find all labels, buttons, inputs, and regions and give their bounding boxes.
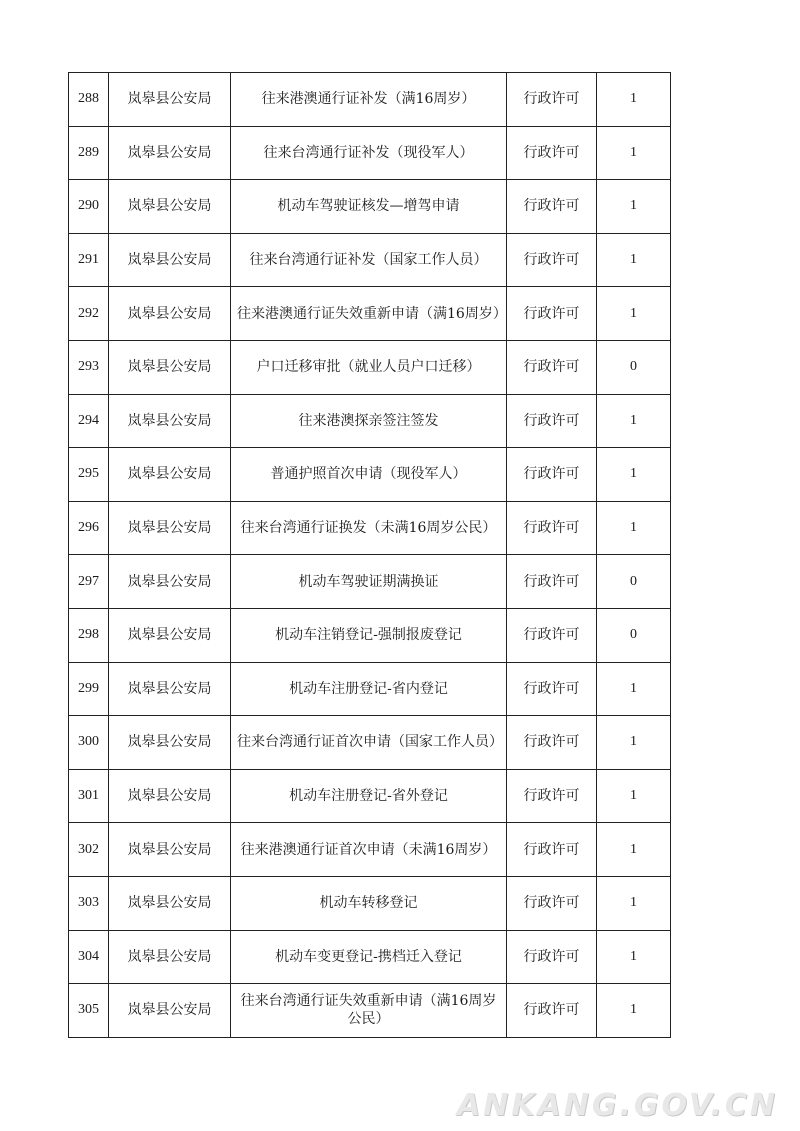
department: 岚皋县公安局 <box>109 340 231 394</box>
department: 岚皋县公安局 <box>109 984 231 1038</box>
department: 岚皋县公安局 <box>109 501 231 555</box>
count: 1 <box>597 501 671 555</box>
department: 岚皋县公安局 <box>109 662 231 716</box>
service-type: 行政许可 <box>507 555 597 609</box>
row-number: 300 <box>69 716 109 770</box>
count: 1 <box>597 394 671 448</box>
count: 1 <box>597 126 671 180</box>
service-item: 机动车注册登记-省外登记 <box>231 769 507 823</box>
count: 1 <box>597 287 671 341</box>
count: 1 <box>597 716 671 770</box>
row-number: 289 <box>69 126 109 180</box>
department: 岚皋县公安局 <box>109 716 231 770</box>
service-type: 行政许可 <box>507 876 597 930</box>
count: 1 <box>597 180 671 234</box>
service-item: 往来台湾通行证换发（未满16周岁公民） <box>231 501 507 555</box>
table-row <box>69 287 671 341</box>
table-row <box>69 769 671 823</box>
site-watermark: ANKANG.GOV.CN <box>456 1088 778 1123</box>
table-row <box>69 716 671 770</box>
count: 1 <box>597 662 671 716</box>
service-item: 机动车注册登记-省内登记 <box>231 662 507 716</box>
count: 0 <box>597 608 671 662</box>
table-row <box>69 823 671 877</box>
row-number: 296 <box>69 501 109 555</box>
service-item: 往来台湾通行证失效重新申请（满16周岁公民） <box>231 984 507 1038</box>
table-row <box>69 984 671 1038</box>
table-row <box>69 662 671 716</box>
service-type: 行政许可 <box>507 126 597 180</box>
row-number: 294 <box>69 394 109 448</box>
department: 岚皋县公安局 <box>109 823 231 877</box>
service-item: 往来港澳探亲签注签发 <box>231 394 507 448</box>
row-number: 288 <box>69 73 109 127</box>
permit-table <box>68 72 671 1038</box>
service-item: 户口迁移审批（就业人员户口迁移） <box>231 340 507 394</box>
service-type: 行政许可 <box>507 823 597 877</box>
service-item: 往来台湾通行证补发（国家工作人员） <box>231 233 507 287</box>
table-row <box>69 394 671 448</box>
service-type: 行政许可 <box>507 73 597 127</box>
table-row <box>69 501 671 555</box>
row-number: 302 <box>69 823 109 877</box>
row-number: 301 <box>69 769 109 823</box>
service-item: 往来台湾通行证补发（现役军人） <box>231 126 507 180</box>
permit-table-body <box>69 73 671 1038</box>
service-item: 普通护照首次申请（现役军人） <box>231 448 507 502</box>
count: 0 <box>597 555 671 609</box>
row-number: 303 <box>69 876 109 930</box>
service-item: 往来港澳通行证失效重新申请（满16周岁） <box>231 287 507 341</box>
table-row <box>69 930 671 984</box>
table-row <box>69 233 671 287</box>
department: 岚皋县公安局 <box>109 287 231 341</box>
department: 岚皋县公安局 <box>109 876 231 930</box>
service-item: 往来台湾通行证首次申请（国家工作人员） <box>231 716 507 770</box>
department: 岚皋县公安局 <box>109 448 231 502</box>
service-type: 行政许可 <box>507 233 597 287</box>
table-row <box>69 180 671 234</box>
row-number: 305 <box>69 984 109 1038</box>
count: 1 <box>597 876 671 930</box>
row-number: 304 <box>69 930 109 984</box>
row-number: 299 <box>69 662 109 716</box>
department: 岚皋县公安局 <box>109 769 231 823</box>
department: 岚皋县公安局 <box>109 73 231 127</box>
count: 1 <box>597 233 671 287</box>
table-row <box>69 876 671 930</box>
service-item: 机动车驾驶证核发—增驾申请 <box>231 180 507 234</box>
count: 1 <box>597 448 671 502</box>
row-number: 293 <box>69 340 109 394</box>
service-type: 行政许可 <box>507 769 597 823</box>
row-number: 290 <box>69 180 109 234</box>
service-type: 行政许可 <box>507 448 597 502</box>
department: 岚皋县公安局 <box>109 555 231 609</box>
row-number: 291 <box>69 233 109 287</box>
table-row <box>69 340 671 394</box>
department: 岚皋县公安局 <box>109 180 231 234</box>
department: 岚皋县公安局 <box>109 126 231 180</box>
service-type: 行政许可 <box>507 716 597 770</box>
service-item: 往来港澳通行证补发（满16周岁） <box>231 73 507 127</box>
service-type: 行政许可 <box>507 180 597 234</box>
table-row <box>69 555 671 609</box>
service-type: 行政许可 <box>507 608 597 662</box>
count: 1 <box>597 930 671 984</box>
service-type: 行政许可 <box>507 340 597 394</box>
service-item: 机动车注销登记-强制报废登记 <box>231 608 507 662</box>
department: 岚皋县公安局 <box>109 394 231 448</box>
service-type: 行政许可 <box>507 394 597 448</box>
service-type: 行政许可 <box>507 930 597 984</box>
service-item: 往来港澳通行证首次申请（未满16周岁） <box>231 823 507 877</box>
count: 1 <box>597 823 671 877</box>
row-number: 298 <box>69 608 109 662</box>
table-row <box>69 448 671 502</box>
table-row <box>69 608 671 662</box>
row-number: 292 <box>69 287 109 341</box>
row-number: 295 <box>69 448 109 502</box>
count: 0 <box>597 340 671 394</box>
service-type: 行政许可 <box>507 287 597 341</box>
department: 岚皋县公安局 <box>109 930 231 984</box>
department: 岚皋县公安局 <box>109 608 231 662</box>
count: 1 <box>597 984 671 1038</box>
table-row <box>69 73 671 127</box>
service-item: 机动车驾驶证期满换证 <box>231 555 507 609</box>
service-type: 行政许可 <box>507 501 597 555</box>
table-row <box>69 126 671 180</box>
count: 1 <box>597 73 671 127</box>
row-number: 297 <box>69 555 109 609</box>
service-type: 行政许可 <box>507 984 597 1038</box>
department: 岚皋县公安局 <box>109 233 231 287</box>
service-item: 机动车转移登记 <box>231 876 507 930</box>
service-type: 行政许可 <box>507 662 597 716</box>
count: 1 <box>597 769 671 823</box>
service-item: 机动车变更登记-携档迁入登记 <box>231 930 507 984</box>
